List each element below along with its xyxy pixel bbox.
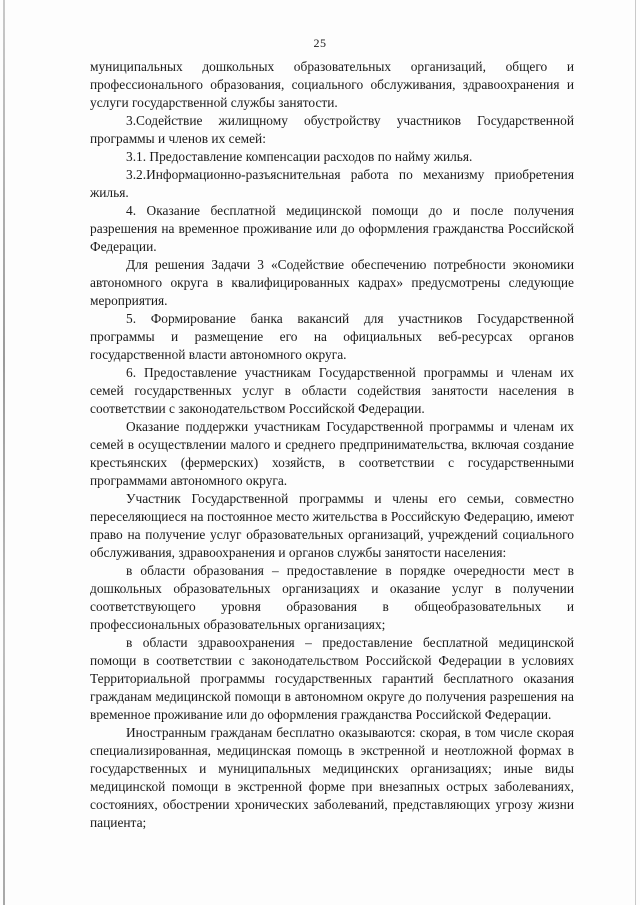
paragraph: муниципальных дошкольных образовательных организаций, общего и профессионального образования, социального обслуживания, здравоохранения и услуги государственной службы занятости. bbox=[90, 59, 574, 110]
paragraph: Оказание поддержки участникам Государственной программы и членам их семей в осуществлении малого и среднего предпринимательства, включая создание крестьянских (фермерских) хозяйств, в соответствии с государственными программами автономного округа. bbox=[90, 419, 574, 488]
paragraph: в области образования – предоставление в порядке очередности мест в дошкольных образовательных организациях и оказание услуг в получении соответствующего уровня образования в общеобразовательных и профессиональных образовательных организациях; bbox=[90, 563, 574, 632]
paragraph: 5. Формирование банка вакансий для участников Государственной программы и размещение его на официальных веб-ресурсах органов государственной власти автономного округа. bbox=[90, 311, 574, 362]
paragraph: 3.Содействие жилищному обустройству участников Государственной программы и членов их семей: bbox=[90, 113, 574, 146]
paragraph: 3.2.Информационно-разъяснительная работа по механизму приобретения жилья. bbox=[90, 167, 574, 200]
paragraph: Участник Государственной программы и члены его семьи, совместно переселяющиеся на постоянное место жительства в Российскую Федерацию, имеют право на получение услуг образовательных организаций, учреждений социального обслуживания, здравоохранения и органов службы занятости населения: bbox=[90, 491, 574, 560]
paragraph: Для решения Задачи 3 «Содействие обеспечению потребности экономики автономного округа в квалифицированных кадрах» предусмотрены следующие мероприятия. bbox=[90, 257, 574, 308]
paragraph: 4. Оказание бесплатной медицинской помощи до и после получения разрешения на временное проживание или до оформления гражданства Российской Федерации. bbox=[90, 203, 574, 254]
paragraph: 6. Предоставление участникам Государственной программы и членам их семей государственных услуг в области содействия занятости населения в соответствии с законодательством Российской Федерации. bbox=[90, 365, 574, 416]
paragraph: Иностранным гражданам бесплатно оказываются: скорая, в том числе скорая специализированная, медицинская помощь в экстренной и неотложной формах в государственных и муниципальных медицинских организациях; иные виды медицинской помощи в экстренной форме при внезапных острых заболеваниях, состояниях, обострении хронических заболеваний, представляющих угрозу жизни пациента; bbox=[90, 725, 574, 830]
document-body bbox=[90, 58, 574, 832]
scan-edge-right bbox=[635, 0, 636, 905]
scan-edge-left bbox=[3, 0, 5, 905]
paragraph: в области здравоохранения – предоставление бесплатной медицинской помощи в соответствии с законодательством Российской Федерации в условиях Территориальной программы государственных гарантий бесплатного оказания гражданам медицинской помощи в автономном округе до получения разрешения на временное проживание или до оформления гражданства Российской Федерации. bbox=[90, 635, 574, 722]
paragraph: 3.1. Предоставление компенсации расходов по найму жилья. bbox=[126, 149, 473, 164]
page-number: 25 bbox=[313, 36, 327, 50]
